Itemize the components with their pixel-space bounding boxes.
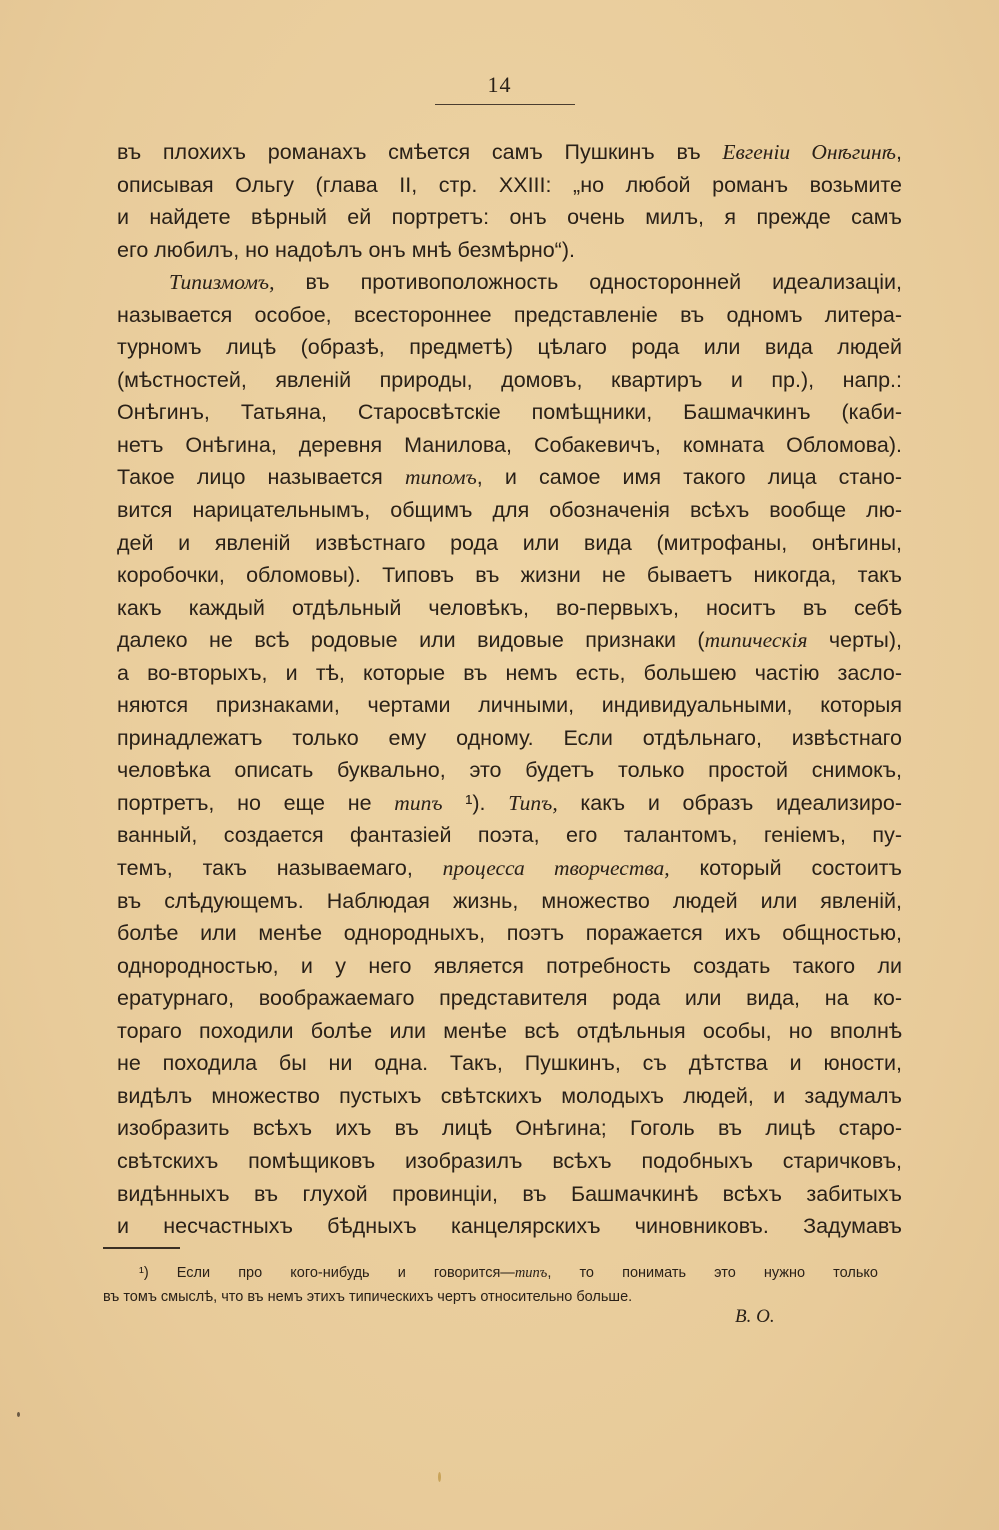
page-number: 14 [487,72,512,97]
body-text-line: коробочки, обломовы). Типовъ въ жизни не бываетъ никогда, такъ [117,563,902,588]
footnote-line: ¹) Если про кого-нибудь и говорится—типъ, то понимать это нужно только [139,1265,878,1281]
body-text-line: его любилъ, но надоѣлъ онъ мнѣ безмѣрно“). [117,237,575,262]
body-text-line: видѣнныхъ въ глухой провинціи, въ Башмачкинѣ всѣхъ забитыхъ [117,1181,902,1206]
footnote-line: въ томъ смыслѣ, что въ немъ этихъ типическихъ чертъ относительно больше. [103,1289,633,1305]
body-text-line: тораго походили болѣе или менѣе всѣ отдѣльныя особы, но вполнѣ [117,1018,902,1043]
body-text-line: ературнаго, воображаемаго представителя рода или вида, на ко- [117,986,902,1011]
body-text-line: и найдете вѣрный ей портретъ: онъ очень милъ, я прежде самъ [117,205,902,230]
body-text-line: темъ, такъ называемаго, процесса творчества, который состоитъ [117,856,902,881]
body-text-line: Онѣгинъ, Татьяна, Старосвѣтскіе помѣщники, Башмачкинъ (каби- [117,400,902,425]
body-text-line: няются признаками, чертами личными, индивидуальными, которыя [117,693,902,718]
body-text-line: описывая Ольгу (глава II, стр. XXIII: „но любой романъ возьмите [117,172,902,197]
italic-emphasis: Типизмомъ, [169,270,275,295]
body-text-line: въ слѣдующемъ. Наблюдая жизнь, множество людей или явленій, [117,888,902,913]
paper-speck [438,1472,441,1482]
body-text-line: называется особое, всестороннее представленіе въ одномъ литера- [117,302,902,327]
body-text-line: нетъ Онѣгина, деревня Манилова, Собакевичъ, комната Обломова). [117,432,902,457]
body-text-line: какъ каждый отдѣльный человѣкъ, во-первыхъ, носитъ въ себѣ [117,595,902,620]
header-rule [435,104,575,105]
body-text-line: вится нарицательнымъ, общимъ для обозначенія всѣхъ вообще лю- [117,498,902,523]
body-text-line: не походила бы ни одна. Такъ, Пушкинъ, съ дѣтства и юности, [117,1051,902,1076]
body-text-line: однородностью, и у него является потребность создать такого ли [117,953,902,978]
body-text-line: въ плохихъ романахъ смѣется самъ Пушкинъ въ Евгеніи Онѣгинѣ, [117,140,902,164]
body-text-line: принадлежатъ только ему одному. Если отдѣльнаго, извѣстнаго [117,725,902,750]
body-text-line: болѣе или менѣе однородныхъ, поэтъ поражается ихъ общностью, [117,921,902,946]
body-text-line: ванный, создается фантазіей поэта, его талантомъ, геніемъ, пу- [117,823,902,848]
paper-speck [17,1412,20,1417]
italic-emphasis: процесса творчества, [442,856,670,881]
body-text-line: а во-вторыхъ, и тѣ, которые въ немъ есть, большею частію засло- [117,660,902,685]
italic-emphasis: Евгеніи Онѣгинѣ [722,140,897,164]
body-text-line: Типизмомъ, въ противоположность односторонней идеализаціи, [169,270,902,295]
body-text [117,136,902,1243]
body-text-line: видѣлъ множество пустыхъ свѣтскихъ молодыхъ людей, и задумалъ [117,1083,902,1108]
body-text-line: турномъ лицѣ (образѣ, предметѣ) цѣлаго рода или вида людей [117,335,902,360]
body-text-line: дей и явленій извѣстнаго рода или вида (митрофаны, онѣгины, [117,530,902,555]
footnote [103,1261,878,1309]
italic-emphasis: типомъ [404,465,477,490]
italic-emphasis: типъ [514,1265,548,1281]
italic-emphasis: типъ [394,790,443,815]
body-text-line: (мѣстностей, явленій природы, домовъ, квартиръ и пр.), напр.: [117,367,902,392]
italic-emphasis: типическія [704,628,808,653]
body-text-line: портретъ, но еще не типъ ¹). Типъ, какъ и образъ идеализиро- [117,790,902,815]
body-text-line: Такое лицо называется типомъ, и самое имя такого лица стано- [117,465,902,490]
body-text-line: изобразить всѣхъ ихъ въ лицѣ Онѣгина; Гоголь въ лицѣ старо- [117,1116,902,1141]
body-text-line: и несчастныхъ бѣдныхъ канцелярскихъ чиновниковъ. Задумавъ [117,1214,902,1239]
italic-emphasis: Типъ, [508,790,558,815]
footnote-rule [103,1247,180,1249]
body-text-line: далеко не всѣ родовые или видовые признаки (типическія черты), [117,628,902,653]
footnote-signature: В. О. [735,1306,775,1327]
body-text-line: свѣтскихъ помѣщиковъ изобразилъ всѣхъ подобныхъ старичковъ, [117,1148,902,1173]
body-text-line: человѣка описать буквально, это будетъ только простой снимокъ, [117,758,902,783]
